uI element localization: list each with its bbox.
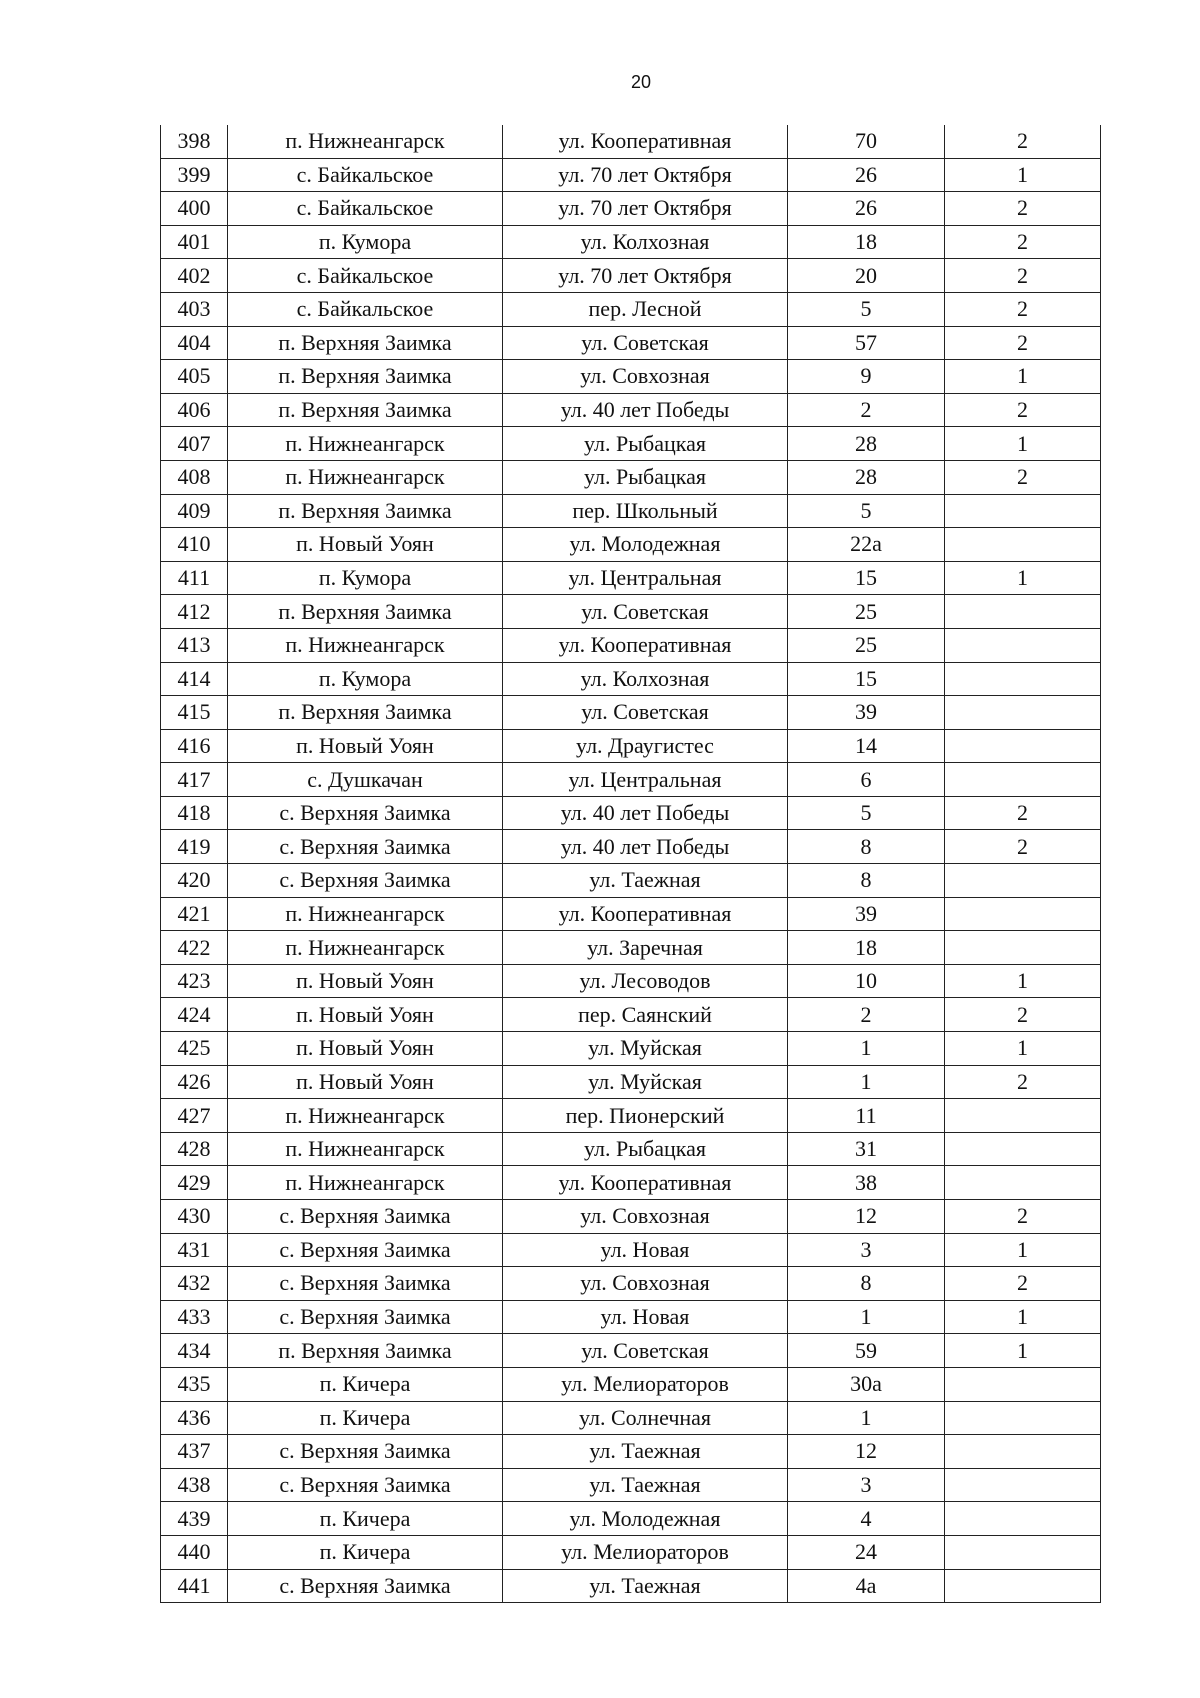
cell-index: 432 <box>161 1267 228 1301</box>
cell-settlement: п. Кичера <box>228 1401 503 1435</box>
cell-settlement: п. Нижнеангарск <box>228 125 503 158</box>
cell-settlement: п. Верхняя Заимка <box>228 494 503 528</box>
cell-house-number: 8 <box>788 1267 945 1301</box>
cell-index: 406 <box>161 393 228 427</box>
cell-index: 421 <box>161 897 228 931</box>
cell-house-number: 6 <box>788 763 945 797</box>
cell-index: 419 <box>161 830 228 864</box>
cell-street: ул. Колхозная <box>503 662 788 696</box>
table-row <box>161 763 1101 797</box>
cell-street: ул. Центральная <box>503 763 788 797</box>
cell-count: 1 <box>945 1300 1101 1334</box>
cell-index: 413 <box>161 628 228 662</box>
cell-settlement: п. Нижнеангарск <box>228 460 503 494</box>
table-row <box>161 796 1101 830</box>
cell-street: ул. Таежная <box>503 864 788 898</box>
cell-house-number: 4 <box>788 1502 945 1536</box>
cell-count: 1 <box>945 561 1101 595</box>
cell-settlement: п. Новый Уоян <box>228 1065 503 1099</box>
cell-count: 1 <box>945 427 1101 461</box>
cell-count <box>945 528 1101 562</box>
table-row <box>161 662 1101 696</box>
table-row <box>161 1535 1101 1569</box>
cell-street: ул. Таежная <box>503 1435 788 1469</box>
cell-house-number: 26 <box>788 158 945 192</box>
cell-index: 429 <box>161 1166 228 1200</box>
cell-house-number: 5 <box>788 796 945 830</box>
table-row <box>161 192 1101 226</box>
cell-count: 2 <box>945 225 1101 259</box>
cell-street: пер. Лесной <box>503 292 788 326</box>
cell-house-number: 57 <box>788 326 945 360</box>
cell-index: 400 <box>161 192 228 226</box>
cell-house-number: 8 <box>788 864 945 898</box>
cell-index: 418 <box>161 796 228 830</box>
cell-index: 440 <box>161 1535 228 1569</box>
cell-settlement: с. Байкальское <box>228 158 503 192</box>
table-row <box>161 864 1101 898</box>
cell-index: 411 <box>161 561 228 595</box>
cell-count <box>945 897 1101 931</box>
cell-count <box>945 662 1101 696</box>
cell-settlement: с. Верхняя Заимка <box>228 830 503 864</box>
cell-street: ул. Рыбацкая <box>503 427 788 461</box>
cell-house-number: 18 <box>788 225 945 259</box>
cell-street: ул. Таежная <box>503 1468 788 1502</box>
cell-index: 436 <box>161 1401 228 1435</box>
cell-settlement: п. Верхняя Заимка <box>228 1334 503 1368</box>
cell-index: 441 <box>161 1569 228 1603</box>
cell-index: 398 <box>161 125 228 158</box>
cell-house-number: 59 <box>788 1334 945 1368</box>
table-row <box>161 393 1101 427</box>
cell-settlement: с. Верхняя Заимка <box>228 1435 503 1469</box>
cell-settlement: п. Нижнеангарск <box>228 897 503 931</box>
cell-index: 433 <box>161 1300 228 1334</box>
cell-index: 424 <box>161 998 228 1032</box>
cell-index: 427 <box>161 1099 228 1133</box>
cell-street: ул. Совхозная <box>503 1267 788 1301</box>
cell-index: 430 <box>161 1200 228 1234</box>
cell-street: пер. Школьный <box>503 494 788 528</box>
cell-index: 402 <box>161 259 228 293</box>
cell-index: 423 <box>161 964 228 998</box>
cell-house-number: 11 <box>788 1099 945 1133</box>
cell-index: 422 <box>161 931 228 965</box>
cell-count <box>945 1502 1101 1536</box>
cell-settlement: п. Кумора <box>228 662 503 696</box>
cell-street: ул. Советская <box>503 1334 788 1368</box>
cell-count: 1 <box>945 158 1101 192</box>
table-row <box>161 460 1101 494</box>
cell-count: 2 <box>945 393 1101 427</box>
table-row <box>161 360 1101 394</box>
table-row <box>161 1502 1101 1536</box>
cell-house-number: 38 <box>788 1166 945 1200</box>
cell-house-number: 24 <box>788 1535 945 1569</box>
table-row <box>161 158 1101 192</box>
address-table <box>160 125 1101 1603</box>
cell-index: 404 <box>161 326 228 360</box>
cell-settlement: п. Верхняя Заимка <box>228 595 503 629</box>
cell-house-number: 9 <box>788 360 945 394</box>
table-row <box>161 696 1101 730</box>
cell-count: 1 <box>945 1233 1101 1267</box>
table-row <box>161 1435 1101 1469</box>
cell-house-number: 1 <box>788 1401 945 1435</box>
cell-street: ул. Молодежная <box>503 528 788 562</box>
cell-house-number: 39 <box>788 696 945 730</box>
cell-index: 407 <box>161 427 228 461</box>
table-row <box>161 1200 1101 1234</box>
cell-count: 2 <box>945 796 1101 830</box>
cell-count <box>945 864 1101 898</box>
cell-street: ул. 70 лет Октября <box>503 158 788 192</box>
cell-street: ул. Лесоводов <box>503 964 788 998</box>
cell-street: пер. Саянский <box>503 998 788 1032</box>
cell-house-number: 4а <box>788 1569 945 1603</box>
cell-settlement: с. Байкальское <box>228 259 503 293</box>
table-row <box>161 1065 1101 1099</box>
cell-settlement: с. Душкачан <box>228 763 503 797</box>
table-row <box>161 494 1101 528</box>
cell-index: 410 <box>161 528 228 562</box>
table-row <box>161 125 1101 158</box>
cell-street: ул. Колхозная <box>503 225 788 259</box>
cell-house-number: 39 <box>788 897 945 931</box>
cell-house-number: 3 <box>788 1468 945 1502</box>
cell-count: 1 <box>945 360 1101 394</box>
cell-count: 2 <box>945 1200 1101 1234</box>
cell-count <box>945 1367 1101 1401</box>
cell-count: 2 <box>945 292 1101 326</box>
table-row <box>161 1334 1101 1368</box>
cell-count <box>945 1535 1101 1569</box>
table-row <box>161 595 1101 629</box>
cell-count: 2 <box>945 125 1101 158</box>
cell-street: ул. Таежная <box>503 1569 788 1603</box>
cell-count: 2 <box>945 830 1101 864</box>
cell-house-number: 1 <box>788 1300 945 1334</box>
cell-settlement: п. Верхняя Заимка <box>228 393 503 427</box>
cell-house-number: 26 <box>788 192 945 226</box>
cell-count: 2 <box>945 1065 1101 1099</box>
cell-house-number: 15 <box>788 561 945 595</box>
cell-house-number: 14 <box>788 729 945 763</box>
cell-house-number: 3 <box>788 1233 945 1267</box>
cell-count <box>945 494 1101 528</box>
cell-settlement: п. Нижнеангарск <box>228 1099 503 1133</box>
cell-count <box>945 1435 1101 1469</box>
cell-settlement: с. Верхняя Заимка <box>228 1200 503 1234</box>
cell-street: ул. Заречная <box>503 931 788 965</box>
cell-settlement: п. Нижнеангарск <box>228 427 503 461</box>
cell-index: 425 <box>161 1032 228 1066</box>
cell-street: пер. Пионерский <box>503 1099 788 1133</box>
table-row <box>161 1401 1101 1435</box>
cell-street: ул. 70 лет Октября <box>503 259 788 293</box>
cell-street: ул. Кооперативная <box>503 628 788 662</box>
cell-settlement: п. Нижнеангарск <box>228 1132 503 1166</box>
cell-count <box>945 696 1101 730</box>
cell-count <box>945 729 1101 763</box>
cell-house-number: 25 <box>788 595 945 629</box>
cell-street: ул. Кооперативная <box>503 897 788 931</box>
cell-settlement: с. Верхняя Заимка <box>228 1267 503 1301</box>
cell-index: 409 <box>161 494 228 528</box>
cell-house-number: 2 <box>788 393 945 427</box>
table-row <box>161 326 1101 360</box>
cell-index: 434 <box>161 1334 228 1368</box>
cell-street: ул. Молодежная <box>503 1502 788 1536</box>
cell-house-number: 12 <box>788 1200 945 1234</box>
cell-count: 1 <box>945 964 1101 998</box>
cell-house-number: 1 <box>788 1032 945 1066</box>
table-row <box>161 292 1101 326</box>
cell-count: 2 <box>945 998 1101 1032</box>
table-row <box>161 729 1101 763</box>
table-row <box>161 1132 1101 1166</box>
cell-settlement: п. Кумора <box>228 561 503 595</box>
cell-street: ул. Драугистес <box>503 729 788 763</box>
table-row <box>161 1233 1101 1267</box>
cell-count: 1 <box>945 1334 1101 1368</box>
cell-house-number: 1 <box>788 1065 945 1099</box>
cell-street: ул. Центральная <box>503 561 788 595</box>
cell-street: ул. Советская <box>503 696 788 730</box>
cell-count <box>945 763 1101 797</box>
table-row <box>161 964 1101 998</box>
cell-count: 2 <box>945 192 1101 226</box>
cell-index: 431 <box>161 1233 228 1267</box>
cell-settlement: с. Верхняя Заимка <box>228 796 503 830</box>
cell-count <box>945 1401 1101 1435</box>
cell-house-number: 2 <box>788 998 945 1032</box>
cell-count: 2 <box>945 326 1101 360</box>
cell-count: 1 <box>945 1032 1101 1066</box>
cell-settlement: с. Байкальское <box>228 292 503 326</box>
cell-settlement: с. Байкальское <box>228 192 503 226</box>
cell-count <box>945 1468 1101 1502</box>
cell-count: 2 <box>945 1267 1101 1301</box>
cell-settlement: п. Кичера <box>228 1535 503 1569</box>
cell-count <box>945 1132 1101 1166</box>
cell-index: 405 <box>161 360 228 394</box>
cell-settlement: п. Нижнеангарск <box>228 1166 503 1200</box>
cell-settlement: с. Верхняя Заимка <box>228 864 503 898</box>
cell-house-number: 5 <box>788 494 945 528</box>
cell-count <box>945 1099 1101 1133</box>
table-row <box>161 1468 1101 1502</box>
cell-house-number: 15 <box>788 662 945 696</box>
cell-count <box>945 1166 1101 1200</box>
cell-house-number: 18 <box>788 931 945 965</box>
table-row <box>161 897 1101 931</box>
cell-index: 438 <box>161 1468 228 1502</box>
cell-index: 435 <box>161 1367 228 1401</box>
cell-index: 401 <box>161 225 228 259</box>
table-row <box>161 1267 1101 1301</box>
table-row <box>161 225 1101 259</box>
cell-settlement: п. Кичера <box>228 1502 503 1536</box>
table-row <box>161 561 1101 595</box>
cell-street: ул. Мелиораторов <box>503 1367 788 1401</box>
cell-house-number: 30а <box>788 1367 945 1401</box>
table-row <box>161 1569 1101 1603</box>
cell-street: ул. 40 лет Победы <box>503 393 788 427</box>
cell-index: 408 <box>161 460 228 494</box>
cell-count <box>945 595 1101 629</box>
cell-settlement: с. Верхняя Заимка <box>228 1300 503 1334</box>
cell-count: 2 <box>945 460 1101 494</box>
cell-settlement: п. Кумора <box>228 225 503 259</box>
cell-index: 415 <box>161 696 228 730</box>
cell-settlement: с. Верхняя Заимка <box>228 1233 503 1267</box>
cell-settlement: п. Верхняя Заимка <box>228 696 503 730</box>
cell-index: 439 <box>161 1502 228 1536</box>
cell-street: ул. Солнечная <box>503 1401 788 1435</box>
table-body <box>161 125 1101 1603</box>
cell-index: 417 <box>161 763 228 797</box>
cell-street: ул. Муйская <box>503 1065 788 1099</box>
cell-house-number: 12 <box>788 1435 945 1469</box>
cell-house-number: 25 <box>788 628 945 662</box>
cell-settlement: с. Верхняя Заимка <box>228 1569 503 1603</box>
cell-house-number: 8 <box>788 830 945 864</box>
cell-settlement: п. Верхняя Заимка <box>228 326 503 360</box>
cell-house-number: 28 <box>788 460 945 494</box>
cell-index: 420 <box>161 864 228 898</box>
cell-house-number: 31 <box>788 1132 945 1166</box>
cell-settlement: п. Новый Уоян <box>228 964 503 998</box>
cell-index: 426 <box>161 1065 228 1099</box>
cell-settlement: п. Нижнеангарск <box>228 628 503 662</box>
cell-street: ул. Новая <box>503 1300 788 1334</box>
cell-street: ул. Новая <box>503 1233 788 1267</box>
cell-settlement: п. Верхняя Заимка <box>228 360 503 394</box>
cell-index: 403 <box>161 292 228 326</box>
cell-street: ул. Кооперативная <box>503 125 788 158</box>
cell-house-number: 20 <box>788 259 945 293</box>
table-row <box>161 998 1101 1032</box>
cell-street: ул. 40 лет Победы <box>503 796 788 830</box>
cell-count <box>945 1569 1101 1603</box>
cell-street: ул. 40 лет Победы <box>503 830 788 864</box>
table-row <box>161 628 1101 662</box>
cell-house-number: 70 <box>788 125 945 158</box>
cell-street: ул. Совхозная <box>503 360 788 394</box>
cell-settlement: п. Новый Уоян <box>228 729 503 763</box>
cell-index: 399 <box>161 158 228 192</box>
cell-settlement: п. Новый Уоян <box>228 998 503 1032</box>
cell-street: ул. Рыбацкая <box>503 1132 788 1166</box>
table-row <box>161 1367 1101 1401</box>
table-row <box>161 427 1101 461</box>
table-row <box>161 259 1101 293</box>
cell-street: ул. Рыбацкая <box>503 460 788 494</box>
cell-index: 412 <box>161 595 228 629</box>
cell-settlement: с. Верхняя Заимка <box>228 1468 503 1502</box>
cell-index: 428 <box>161 1132 228 1166</box>
table-row <box>161 1300 1101 1334</box>
cell-house-number: 5 <box>788 292 945 326</box>
cell-street: ул. Кооперативная <box>503 1166 788 1200</box>
cell-house-number: 28 <box>788 427 945 461</box>
table-row <box>161 1166 1101 1200</box>
cell-street: ул. Советская <box>503 326 788 360</box>
cell-settlement: п. Новый Уоян <box>228 528 503 562</box>
cell-count: 2 <box>945 259 1101 293</box>
table-row <box>161 931 1101 965</box>
cell-street: ул. Советская <box>503 595 788 629</box>
cell-count <box>945 628 1101 662</box>
cell-street: ул. Муйская <box>503 1032 788 1066</box>
cell-street: ул. Мелиораторов <box>503 1535 788 1569</box>
cell-house-number: 22а <box>788 528 945 562</box>
cell-count <box>945 931 1101 965</box>
page-number: 20 <box>630 72 652 92</box>
cell-settlement: п. Нижнеангарск <box>228 931 503 965</box>
table-row <box>161 528 1101 562</box>
cell-index: 416 <box>161 729 228 763</box>
cell-street: ул. 70 лет Октября <box>503 192 788 226</box>
cell-street: ул. Совхозная <box>503 1200 788 1234</box>
cell-settlement: п. Новый Уоян <box>228 1032 503 1066</box>
table-row <box>161 830 1101 864</box>
cell-index: 414 <box>161 662 228 696</box>
cell-index: 437 <box>161 1435 228 1469</box>
table-row <box>161 1032 1101 1066</box>
table-row <box>161 1099 1101 1133</box>
cell-settlement: п. Кичера <box>228 1367 503 1401</box>
cell-house-number: 10 <box>788 964 945 998</box>
